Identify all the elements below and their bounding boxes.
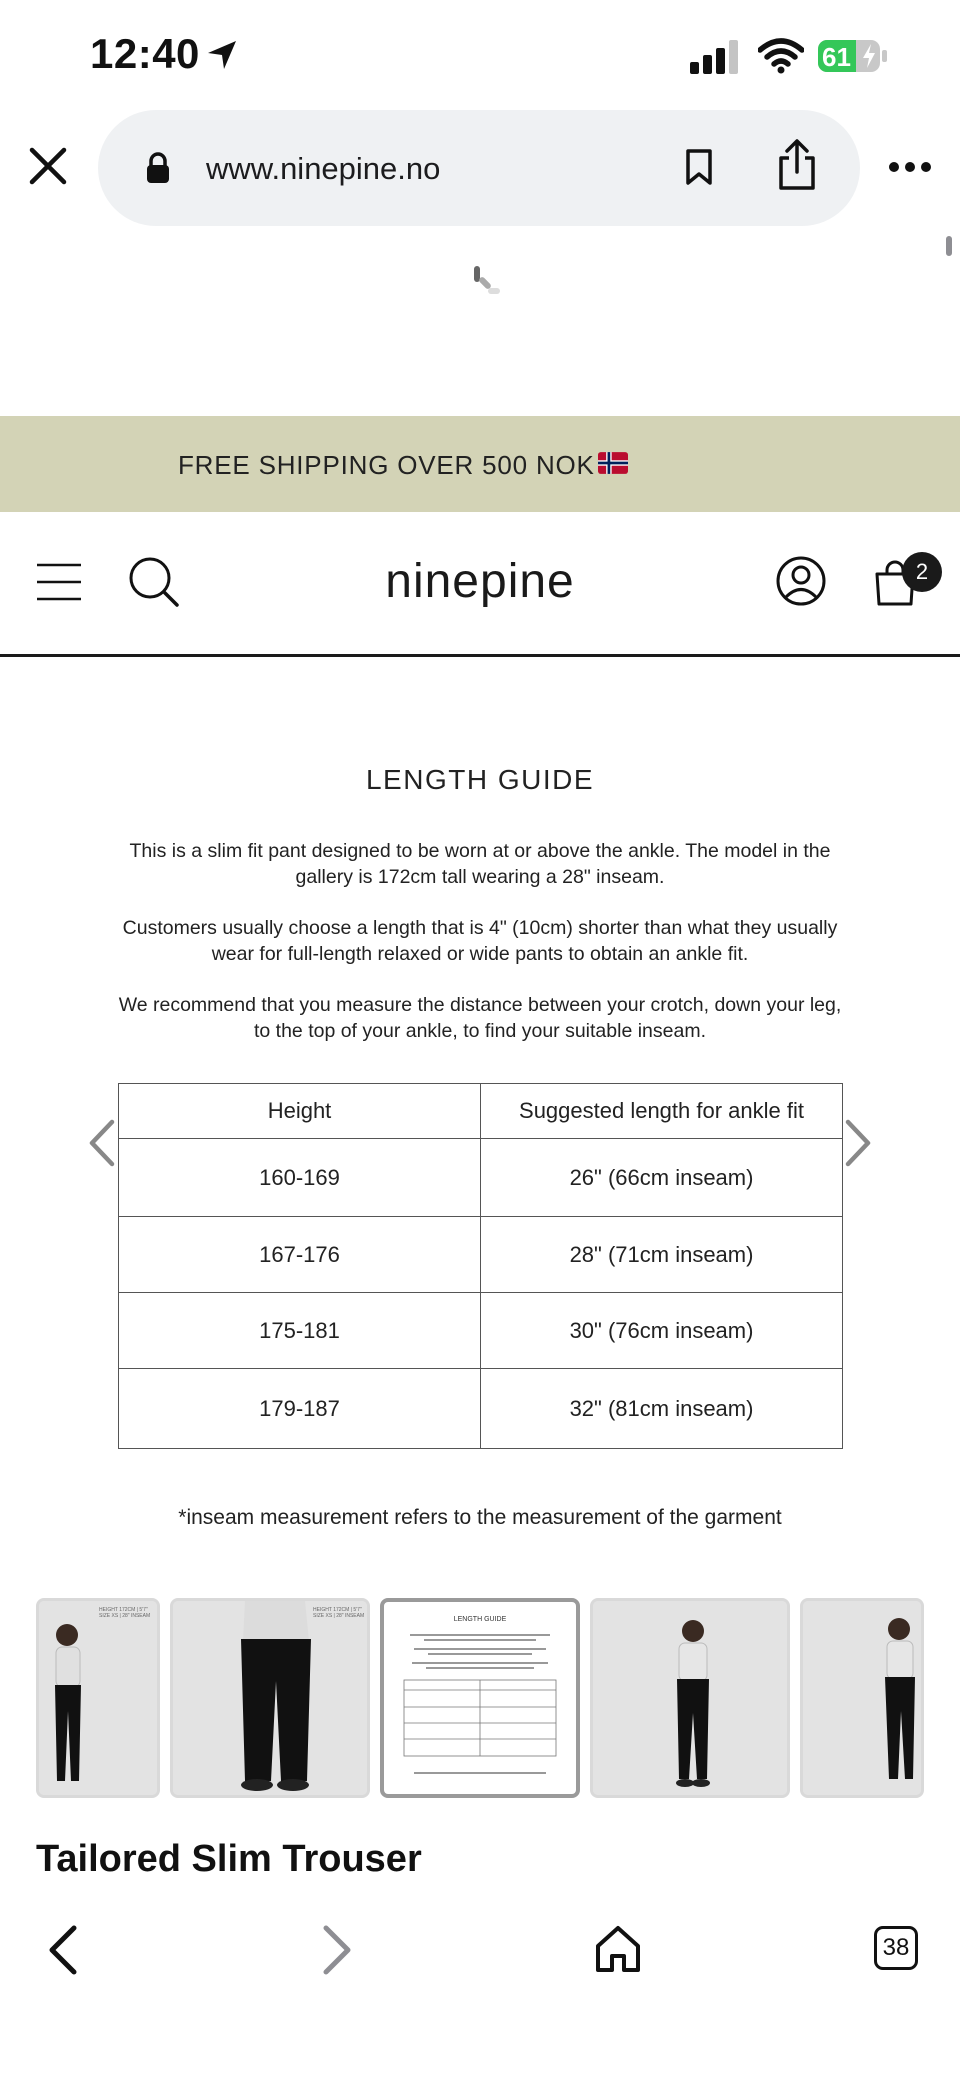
url-text[interactable]: www.ninepine.no <box>206 151 441 186</box>
table-header-row <box>119 1084 843 1139</box>
table-cell-length: 26" (66cm inseam) <box>481 1139 843 1217</box>
table-row <box>119 1369 843 1449</box>
promo-text: FREE SHIPPING OVER 500 NOK <box>178 450 595 480</box>
length-guide-table <box>118 1083 843 1449</box>
close-icon[interactable] <box>28 146 68 191</box>
battery-percent: 61 <box>822 42 851 72</box>
more-options-icon[interactable] <box>888 160 932 178</box>
table-cell-height: 167-176 <box>119 1217 481 1293</box>
guide-paragraph-2: Customers usually choose a length that is 4" (10cm) shorter than what they usually wear for full-length relaxed or wide pants to obtain an ankle fit. <box>122 917 838 965</box>
thumbnail-guide-title: LENGTH GUIDE <box>453 1616 507 1623</box>
back-button[interactable] <box>44 1924 80 1981</box>
table-cell-height: 160-169 <box>119 1139 481 1217</box>
header-divider <box>0 654 960 657</box>
thumbnail-caption: HEIGHT 172CM | 5'7" SIZE XS | 28" INSEAM <box>313 1607 365 1619</box>
guide-paragraph-3: We recommend that you measure the distance between your crotch, down your leg, to the top of your ankle, to find your suitable inseam. <box>118 994 842 1042</box>
table-header-length: Suggested length for ankle fit <box>481 1084 843 1139</box>
guide-paragraph-1: This is a slim fit pant designed to be worn at or above the ankle. The model in the gallery is 172cm tall wearing a 28" inseam. <box>129 840 831 888</box>
product-thumbnail[interactable] <box>800 1598 924 1798</box>
chevron-left-icon[interactable] <box>84 1118 118 1173</box>
home-icon[interactable] <box>594 1924 642 1979</box>
table-cell-length: 28" (71cm inseam) <box>481 1217 843 1293</box>
table-cell-length: 32" (81cm inseam) <box>481 1369 843 1449</box>
tab-count-button[interactable]: 38 <box>874 1926 918 1970</box>
cart-count-badge[interactable]: 2 <box>902 552 942 592</box>
norway-flag-icon <box>598 452 628 479</box>
table-row <box>119 1217 843 1293</box>
product-thumbnail[interactable] <box>36 1598 160 1798</box>
product-title: Tailored Slim Trouser <box>36 1838 422 1880</box>
bookmark-icon[interactable] <box>684 148 714 191</box>
cellular-signal-icon <box>690 40 742 74</box>
table-cell-length: 30" (76cm inseam) <box>481 1293 843 1369</box>
forward-button[interactable] <box>320 1924 356 1981</box>
table-header-height: Height <box>119 1084 481 1139</box>
brand-logo[interactable]: ninepine <box>385 555 575 608</box>
table-cell-height: 175-181 <box>119 1293 481 1369</box>
status-time: 12:40 <box>90 30 200 77</box>
guide-title: LENGTH GUIDE <box>365 764 595 795</box>
product-thumbnail-selected[interactable] <box>380 1598 580 1798</box>
table-row <box>119 1293 843 1369</box>
scrollbar-thumb[interactable] <box>946 236 952 256</box>
loading-spinner-icon <box>470 262 514 311</box>
account-icon[interactable] <box>776 556 826 611</box>
charging-bolt-icon <box>862 44 876 68</box>
lock-icon <box>146 152 170 189</box>
wifi-icon <box>758 38 804 79</box>
share-icon[interactable] <box>774 138 820 197</box>
table-row <box>119 1139 843 1217</box>
product-thumbnail[interactable] <box>170 1598 370 1798</box>
chevron-right-icon[interactable] <box>842 1118 876 1173</box>
thumbnail-caption: HEIGHT 172CM | 5'7" SIZE XS | 28" INSEAM <box>99 1607 151 1619</box>
location-arrow-icon <box>205 38 239 77</box>
product-thumbnail[interactable] <box>590 1598 790 1798</box>
inseam-note: *inseam measurement refers to the measurement of the garment <box>178 1506 782 1529</box>
table-cell-height: 179-187 <box>119 1369 481 1449</box>
battery-indicator <box>818 40 888 72</box>
